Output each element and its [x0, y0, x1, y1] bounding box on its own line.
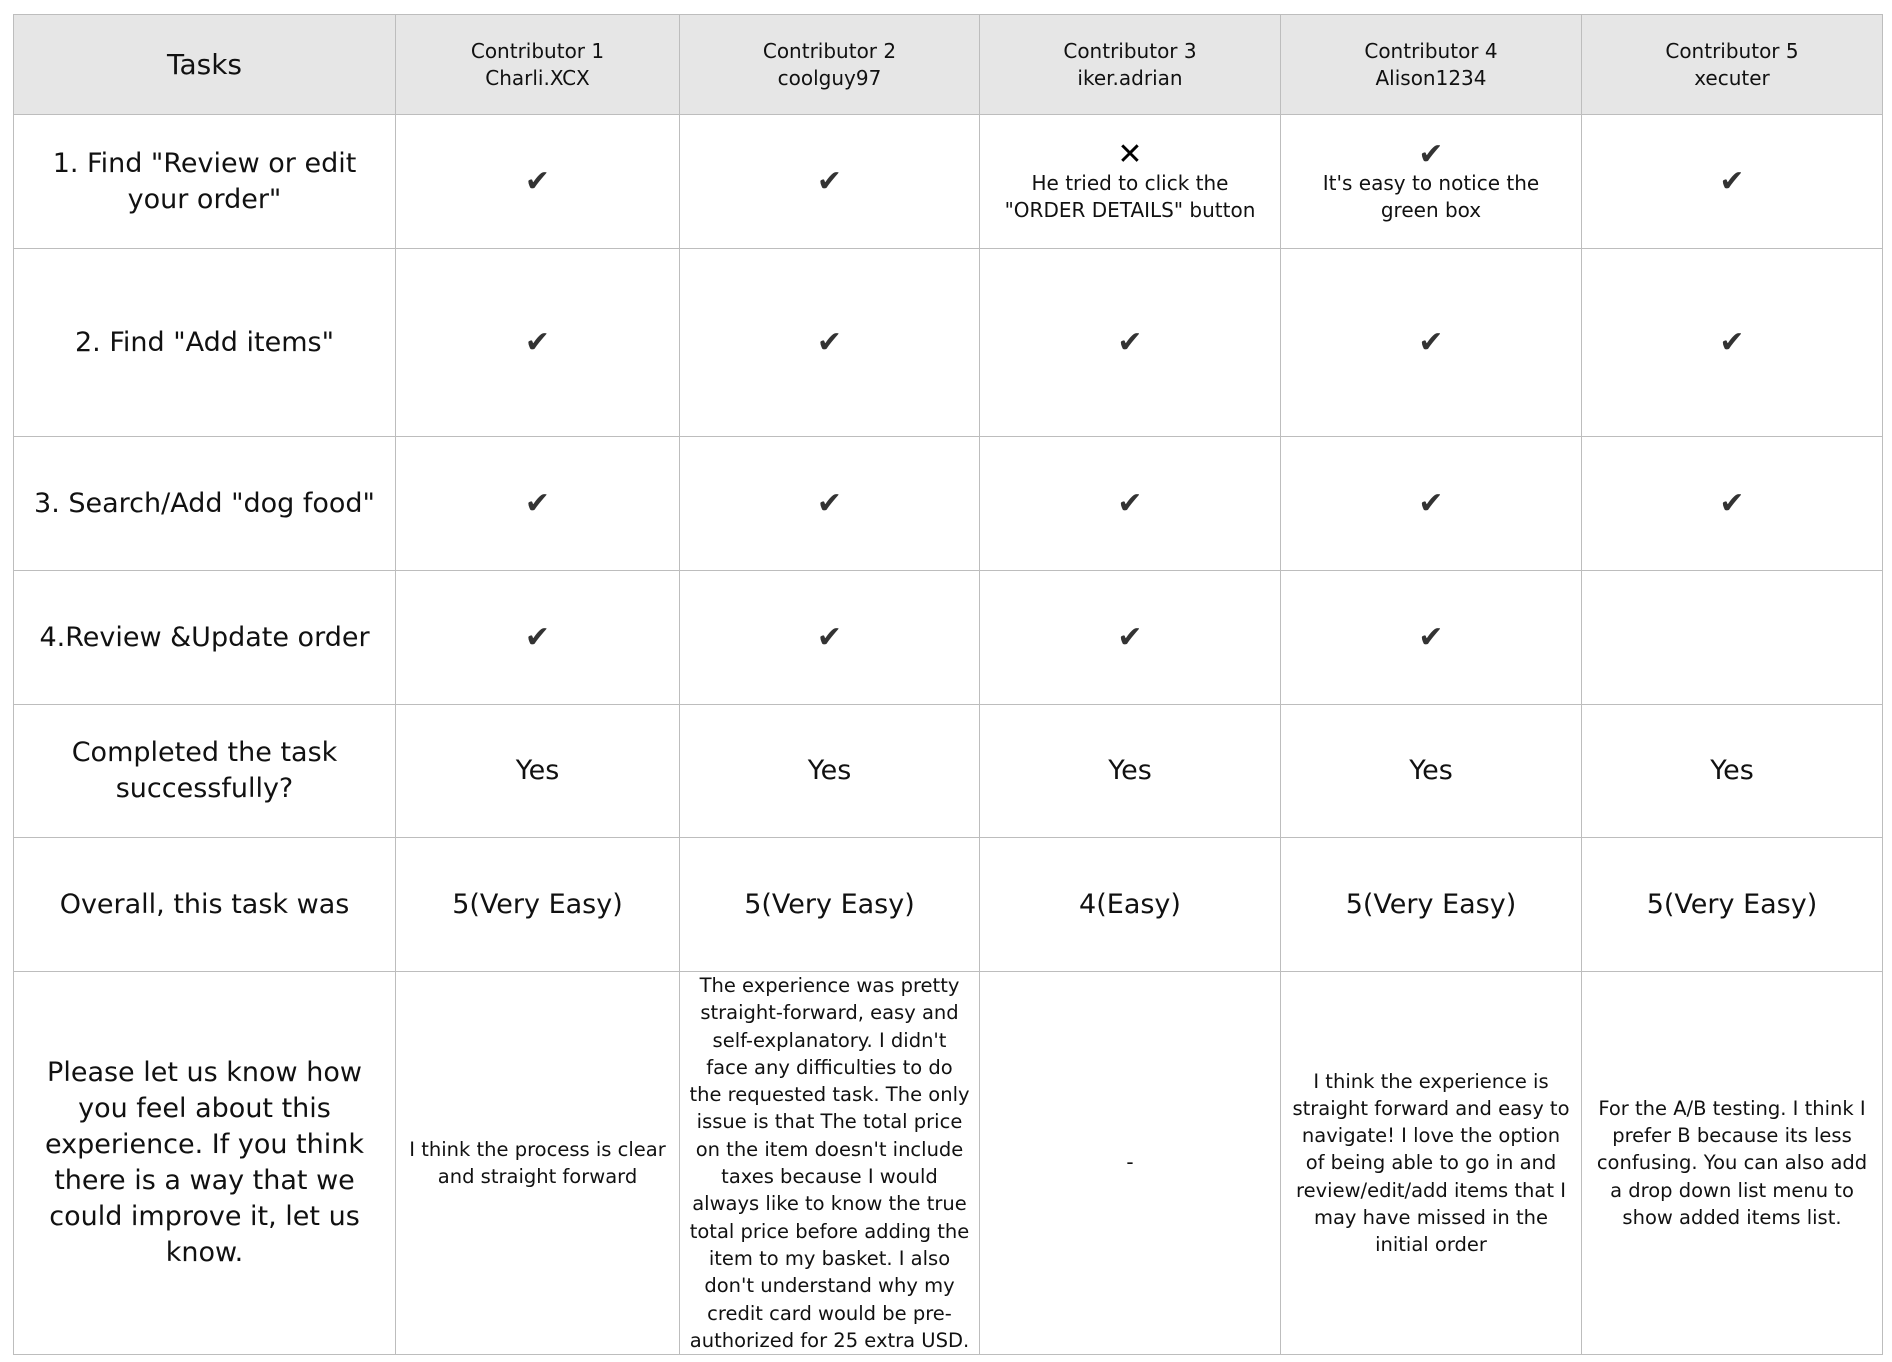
check-icon — [1289, 328, 1573, 358]
check-icon — [1289, 489, 1573, 519]
overall-contributor-1: 5(Very Easy) — [396, 838, 680, 972]
task-2-contributor-2-cell — [680, 249, 980, 437]
task-3-contributor-1-cell — [396, 437, 680, 571]
feedback-contributor-2: The experience was pretty straight-forward, easy and self-explanatory. I didn't face any difficulties to do the requested task. The only issue is that The total price on the item doesn't include taxes because I would always like to know the true total price before adding the item to my basket. I also don't understand why my credit card would be pre-authorized for 25 extra USD. — [680, 972, 980, 1355]
task-4-contributor-3-cell — [980, 571, 1281, 705]
feedback-contributor-3: - — [980, 972, 1281, 1355]
task-1-contributor-3-cell — [980, 115, 1281, 249]
contributor-1-header — [396, 15, 680, 115]
task-1-contributor-2-cell — [680, 115, 980, 249]
usability-results-table — [13, 14, 1883, 1355]
task-1-row — [14, 115, 1883, 249]
task-1-label: 1. Find "Review or edit your order" — [14, 115, 396, 249]
task-4-contributor-2-cell — [680, 571, 980, 705]
task-3-contributor-2-cell — [680, 437, 980, 571]
contributor-4-name: Alison1234 — [1375, 65, 1487, 90]
check-icon — [1590, 328, 1874, 358]
contributor-2-header — [680, 15, 980, 115]
task-1-contributor-3-note: He tried to click the "ORDER DETAILS" button — [1004, 170, 1256, 222]
contributor-5-name: xecuter — [1694, 65, 1770, 90]
task-1-contributor-4-cell — [1281, 115, 1582, 249]
check-icon — [688, 167, 971, 197]
task-2-contributor-3-cell — [980, 249, 1281, 437]
task-1-contributor-4-note: It's easy to notice the green box — [1322, 170, 1540, 222]
check-icon — [404, 623, 671, 653]
contributor-4-title: Contributor 4 — [1364, 38, 1498, 63]
completed-contributor-1: Yes — [396, 705, 680, 838]
usability-results-table-wrapper — [13, 14, 1883, 1355]
task-4-label: 4.Review &Update order — [14, 571, 396, 705]
check-icon — [688, 623, 971, 653]
overall-contributor-4: 5(Very Easy) — [1281, 838, 1582, 972]
task-4-contributor-5-cell — [1582, 571, 1883, 705]
cross-icon: ✕ — [1117, 136, 1143, 172]
feedback-contributor-5: For the A/B testing. I think I prefer B because its less confusing. You can also add a drop down list menu to show added items list. — [1582, 972, 1883, 1355]
contributor-1-name: Charli.XCX — [485, 65, 590, 90]
task-3-contributor-5-cell — [1582, 437, 1883, 571]
task-2-contributor-1-cell — [396, 249, 680, 437]
check-icon — [404, 167, 671, 197]
task-1-contributor-1-cell — [396, 115, 680, 249]
check-icon — [404, 489, 671, 519]
completed-row — [14, 705, 1883, 838]
check-icon — [688, 489, 971, 519]
feedback-contributor-1: I think the process is clear and straight forward — [396, 972, 680, 1355]
tasks-header: Tasks — [14, 15, 396, 115]
overall-contributor-5: 5(Very Easy) — [1582, 838, 1883, 972]
task-3-contributor-3-cell — [980, 437, 1281, 571]
check-icon — [988, 489, 1272, 519]
contributor-3-name: iker.adrian — [1077, 65, 1183, 90]
completed-contributor-3: Yes — [980, 705, 1281, 838]
contributor-1-title: Contributor 1 — [470, 38, 605, 63]
header-row — [14, 15, 1883, 115]
contributor-3-title: Contributor 3 — [1063, 38, 1197, 63]
task-3-contributor-4-cell — [1281, 437, 1582, 571]
contributor-3-header — [980, 15, 1281, 115]
check-icon — [988, 328, 1272, 358]
contributor-2-name: coolguy97 — [777, 65, 882, 90]
check-icon — [1590, 167, 1874, 197]
task-4-contributor-4-cell — [1281, 571, 1582, 705]
contributor-5-title: Contributor 5 — [1665, 38, 1799, 63]
check-icon — [1289, 623, 1573, 653]
task-2-label: 2. Find "Add items" — [14, 249, 396, 437]
overall-label: Overall, this task was — [14, 838, 396, 972]
task-3-row — [14, 437, 1883, 571]
feedback-contributor-4: I think the experience is straight forward and easy to navigate! I love the option of being able to go in and review/edit/add items that I may have missed in the initial order — [1281, 972, 1582, 1355]
task-1-contributor-5-cell — [1582, 115, 1883, 249]
completed-contributor-2: Yes — [680, 705, 980, 838]
contributor-5-header — [1582, 15, 1883, 115]
feedback-row — [14, 972, 1883, 1355]
overall-row — [14, 838, 1883, 972]
contributor-4-header — [1281, 15, 1582, 115]
completed-contributor-4: Yes — [1281, 705, 1582, 838]
task-3-label: 3. Search/Add "dog food" — [14, 437, 396, 571]
task-2-contributor-5-cell — [1582, 249, 1883, 437]
check-icon — [1289, 140, 1573, 170]
overall-contributor-3: 4(Easy) — [980, 838, 1281, 972]
check-icon — [404, 328, 671, 358]
task-4-row — [14, 571, 1883, 705]
check-icon — [1590, 489, 1874, 519]
task-2-contributor-4-cell — [1281, 249, 1582, 437]
check-icon — [688, 328, 971, 358]
task-2-row — [14, 249, 1883, 437]
contributor-2-title: Contributor 2 — [762, 38, 897, 63]
completed-contributor-5: Yes — [1582, 705, 1883, 838]
check-icon — [988, 623, 1272, 653]
completed-label: Completed the task successfully? — [14, 705, 396, 838]
feedback-label: Please let us know how you feel about this experience. If you think there is a way that we could improve it, let us know. — [14, 972, 396, 1355]
overall-contributor-2: 5(Very Easy) — [680, 838, 980, 972]
task-4-contributor-1-cell — [396, 571, 680, 705]
